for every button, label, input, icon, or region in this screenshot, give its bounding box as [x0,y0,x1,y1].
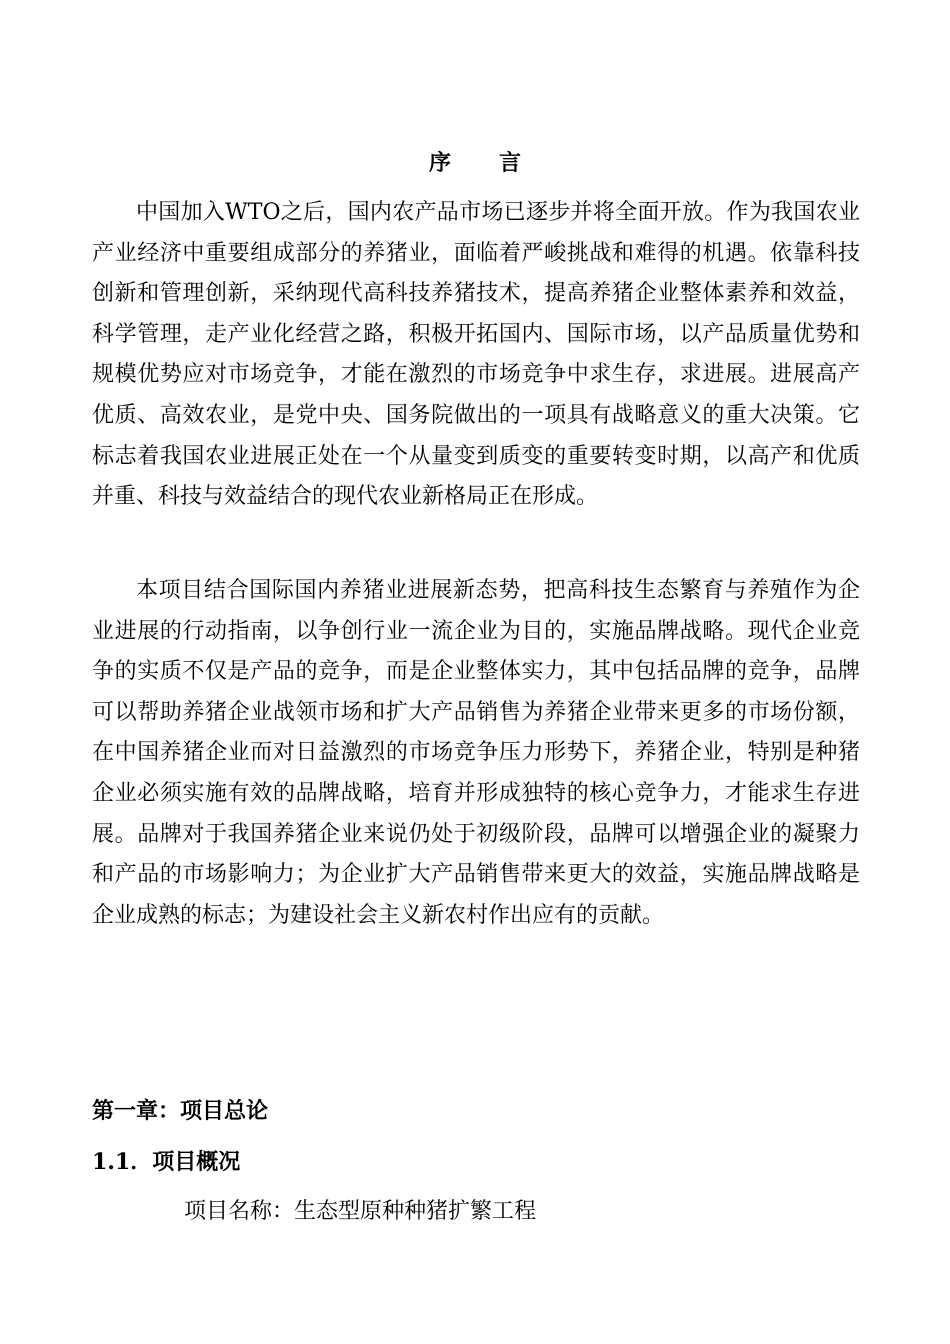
preface-title: 序言 [428,150,569,176]
section-heading: 1.1．项目概况 [92,1149,241,1175]
preface-paragraph-1: 中国加入WTO之后，国内农产品市场已逐步并将全面开放。作为我国农业产业经济中重要组成部分的养猪业，面临着严峻挑战和难得的机遇。依靠科技创新和管理创新，采纳现代高科技养猪技术，提高养猪企业整体素养和效益，科学管理，走产业化经营之路，积极开拓国内、国际市场，以产品质量优势和规模优势应对市场竞争，才能在激烈的市场竞争中求生存，求进展。进展高产优质、高效农业，是党中央、国务院做出的一项具有战略意义的重大决策。它标志着我国农业进展正处在一个从量变到质变的重要转变时期，以高产和优质并重、科技与效益结合的现代农业新格局正在形成。 [92,200,860,510]
project-name-line: 项目名称：生态型原种种猪扩繁工程 [184,1199,537,1224]
chapter-heading: 第一章：项目总论 [92,1098,269,1124]
preface-paragraph-2: 本项目结合国际国内养猪业进展新态势，把高科技生态繁育与养殖作为企业进展的行动指南，以争创行业一流企业为目的，实施品牌战略。现代企业竞争的实质不仅是产品的竞争，而是企业整体实力，其中包括品牌的竞争，品牌可以帮助养猪企业战领市场和扩大产品销售为养猪企业带来更多的市场份额，在中国养猪企业而对日益激烈的市场竞争压力形势下，养猪企业，特别是种猪企业必须实施有效的品牌战略，培育并形成独特的核心竞争力，才能求生存进展。品牌对于我国养猪企业来说仍处于初级阶段，品牌可以增强企业的凝聚力和产品的市场影响力；为企业扩大产品销售带来更大的效益，实施品牌战略是企业成熟的标志；为建设社会主义新农村作出应有的贡献。 [92,578,860,928]
